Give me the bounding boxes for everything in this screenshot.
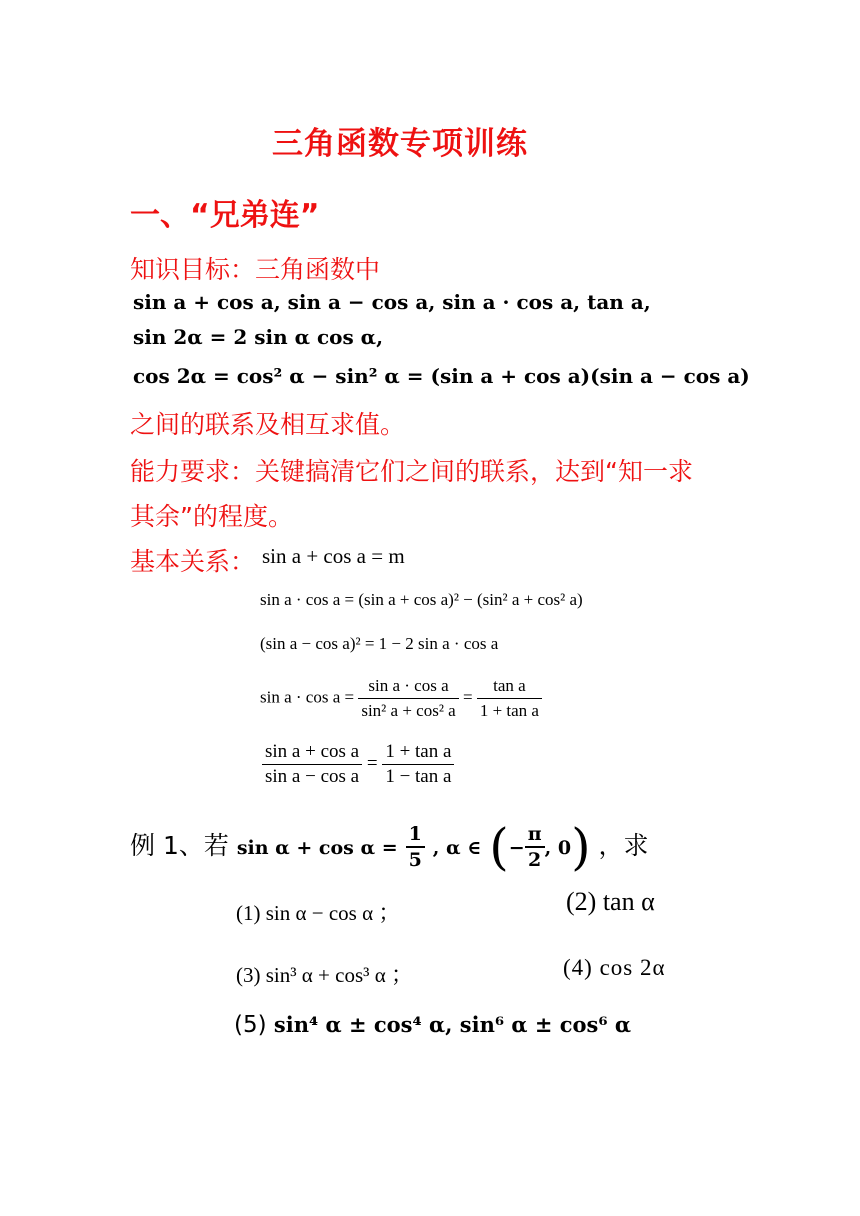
eq3-den-1: sin² a + cos² a: [358, 698, 458, 723]
item-separator: ；: [378, 901, 401, 926]
item-number: (2): [566, 887, 597, 916]
question-item-3: [236, 958, 413, 989]
example-range-den: 2: [525, 846, 545, 872]
item-number: (1): [236, 901, 261, 925]
question-item-4: [563, 955, 666, 981]
left-paren: (: [489, 818, 509, 876]
item-expression: cos 2α: [599, 955, 666, 980]
example-1-question: [130, 818, 649, 876]
eq4-fraction-2: [382, 740, 454, 789]
basic-relations-label: 基本关系：: [130, 547, 256, 576]
example-frac-num: 1: [408, 823, 422, 845]
ability-requirement-line-1: 能力要求：关键搞清它们之间的联系，达到“知一求: [130, 457, 693, 486]
example-range-fraction: [525, 822, 545, 872]
knowledge-goal-label: 知识目标：三角函数中: [130, 255, 381, 284]
right-paren: ): [571, 818, 591, 876]
basic-eq-3: [260, 674, 542, 723]
basic-eq-0: sin a + cos a = m: [262, 544, 405, 568]
page-title: 三角函数专项训练: [272, 126, 528, 162]
eq4-equals: =: [366, 752, 378, 774]
basic-eq-4: [262, 740, 454, 789]
ability-requirement-line-2: 其余”的程度。: [130, 502, 293, 531]
item-expression: sin⁴ α ± cos⁴ α, sin⁶ α ± cos⁶ α: [273, 1012, 632, 1037]
question-item-5: [234, 1012, 631, 1038]
eq3-num-1: sin a · cos a: [368, 676, 449, 695]
example-prefix: 例 1、若: [130, 831, 229, 860]
eq4-den-2: 1 − tan a: [382, 764, 454, 789]
goal-formula-line-2: sin 2α = 2 sin α cos α,: [133, 325, 384, 349]
example-range-num: π: [527, 823, 542, 845]
eq3-fraction-1: [358, 674, 458, 723]
goal-formula-line-3: cos 2α = cos² α − sin² α = (sin a + cos a)(sin a − cos a): [133, 364, 750, 388]
item-number: (4): [563, 955, 593, 980]
goal-formula-line-1: sin a + cos a, sin a − cos a, sin a · cos a, tan a,: [133, 290, 651, 314]
eq4-num-2: 1 + tan a: [385, 741, 452, 762]
question-item-2: [566, 887, 655, 917]
eq3-equals: =: [462, 687, 473, 707]
eq3-lhs: sin a · cos a =: [260, 687, 355, 707]
basic-eq-2: (sin a − cos a)² = 1 − 2 sin a · cos a: [260, 634, 499, 653]
range-zero: , 0: [544, 837, 572, 859]
minus-sign: −: [508, 837, 525, 859]
item-number: (3): [236, 963, 261, 987]
example-suffix: ，求: [598, 831, 649, 860]
item-separator: ；: [390, 963, 413, 988]
item-expression: sin³ α + cos³ α: [265, 963, 386, 987]
eq4-fraction-1: [262, 740, 362, 789]
eq4-den-1: sin a − cos a: [262, 764, 362, 789]
eq3-den-2: 1 + tan a: [477, 698, 542, 723]
basic-eq-1: sin a · cos a = (sin a + cos a)² − (sin² a + cos² a): [260, 590, 583, 609]
section-heading: 一、“兄弟连”: [130, 198, 320, 233]
question-item-1: [236, 896, 400, 927]
item-expression: sin α − cos α: [265, 901, 374, 925]
eq3-num-2: tan a: [493, 676, 526, 695]
example-range-prefix: , α ∈: [432, 837, 482, 859]
example-condition: sin α + cos α =: [236, 837, 398, 859]
example-frac-den: 5: [406, 846, 425, 872]
eq3-fraction-2: [477, 674, 542, 723]
item-expression: tan α: [602, 887, 655, 916]
eq4-num-1: sin a + cos a: [265, 741, 360, 762]
item-number: (5): [234, 1012, 267, 1038]
goal-tail-text: 之间的联系及相互求值。: [130, 410, 406, 439]
example-fraction: [406, 822, 425, 872]
